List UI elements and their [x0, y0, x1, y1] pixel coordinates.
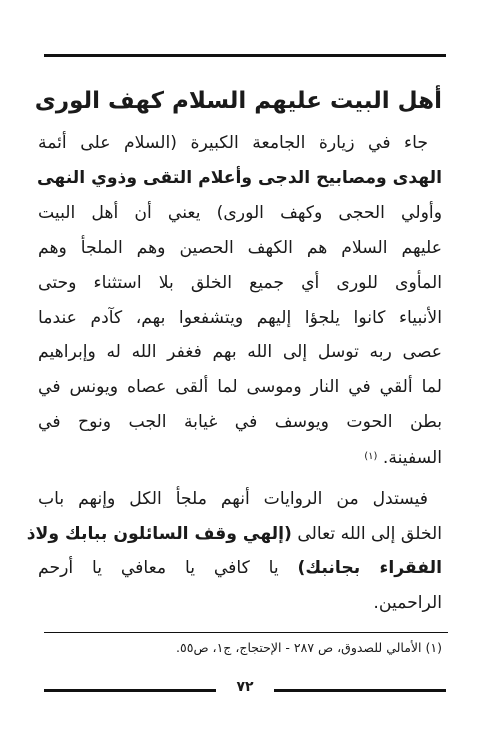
- section-heading: أهل البيت عليهم السلام كهف الورى: [34, 88, 442, 114]
- footnote-separator: [44, 632, 448, 633]
- paragraph-1: [38, 126, 442, 476]
- paragraph-1-line-6: الأنبياء كانوا يلجؤا إليهم ويتشفعوا بهم، كآدم عندما: [38, 307, 442, 328]
- footer-rule-right: [274, 689, 446, 692]
- footnote-reference: (١): [364, 451, 378, 463]
- paragraph-2-line-3: الفقراء بجانبك) يا كافي يا معافي يا أرحم: [38, 558, 442, 578]
- paragraph-2-line-1: فيستدل من الروايات أنهم ملجأ الكل وإنهم باب: [38, 489, 428, 509]
- paragraph-1-line-8: لما ألقي في النار وموسى لما ألقى عصاه ويونس في: [38, 377, 442, 398]
- footnote-text: (١) الأمالي للصدوق، ص ٢٨٧ - الإحتجاج، ج١، ص٥٥.: [176, 640, 442, 655]
- page-number: ٧٢: [236, 679, 254, 695]
- paragraph-2-line-4: الراحمين.: [373, 592, 442, 613]
- paragraph-1-line-4: عليهم السلام هم الكهف الحصين وهم الملجأ وهم: [38, 237, 442, 258]
- paragraph-1-line-3: وأولي الحجى وكهف الورى) يعني أن أهل البيت: [38, 202, 442, 223]
- paragraph-1-line-7: عصى ربه توسل إلى الله بهم فغفر الله له وإبراهيم: [38, 342, 442, 363]
- paragraph-1-line-2: الهدى ومصابيح الدجى وأعلام التقى وذوي النهى: [36, 167, 442, 188]
- paragraph-2: [26, 482, 442, 620]
- paragraph-1-line-1: جاء في زيارة الجامعة الكبيرة (السلام على أئمة: [38, 133, 428, 153]
- paragraph-2-line-2: الخلق إلى الله تعالى (إلهي وقف السائلون ببابك ولاذ: [26, 523, 442, 544]
- page-footer: [44, 679, 446, 696]
- paragraph-1-line-5: المأوى للورى أي جميع الخلق بلا استثناء وحتى: [38, 272, 442, 293]
- top-rule: [44, 54, 446, 57]
- paragraph-1-line-10: السفينة. $^{(١)}$: [364, 448, 442, 469]
- paragraph-1-line-9: بطن الحوت ويوسف في غيابة الجب ونوح في: [38, 412, 442, 433]
